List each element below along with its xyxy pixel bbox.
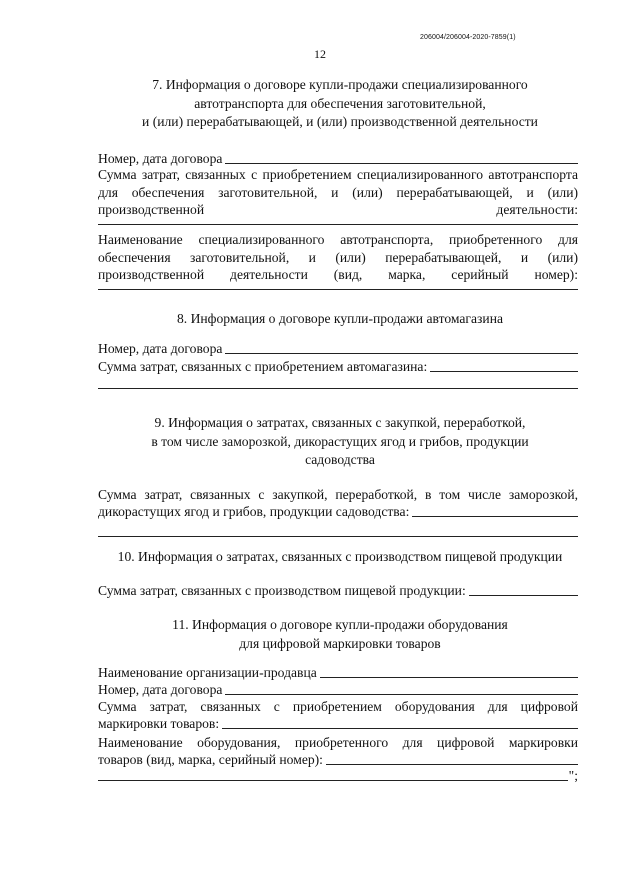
section9-cost-field[interactable] (412, 516, 578, 517)
section11-end-mark: "; (568, 768, 578, 783)
section11-name-continuation-row (98, 767, 578, 784)
section11-cost-row (98, 715, 578, 732)
section8-contract-field[interactable] (225, 353, 578, 354)
section11-title-line: 11. Информация о договоре купли-продажи оборудования (172, 617, 508, 632)
section8-cost-continuation[interactable] (98, 388, 578, 389)
section9-title-line: 9. Информация о затратах, связанных с закупкой, переработкой, (154, 415, 526, 430)
section9-cost-line1: Сумма затрат, связанных с закупкой, переработкой, в том числе заморозкой, (98, 487, 578, 502)
section7-contract-row (98, 150, 578, 167)
section7-name-text: Наименование специализированного автотранспорта, приобретенного для обеспечения заготовительной, и (или) перерабатывающей, и (или) производственной деятельности (вид, марка, серийный номер): (98, 232, 578, 282)
section7-contract-field[interactable] (225, 163, 578, 164)
section9-title (96, 414, 584, 470)
section11-seller-field[interactable] (320, 677, 578, 678)
page-number: 12 (314, 47, 326, 61)
section8-contract-row (98, 340, 578, 357)
section7-contract-label: Номер, дата договора (98, 151, 223, 166)
section11-title (96, 616, 584, 653)
section10-cost-row (98, 582, 578, 599)
section7-title-line: автотранспорта для обеспечения заготовительной, (194, 95, 486, 111)
section9-title-line: садоводства (305, 452, 375, 467)
section8-cost-row (98, 358, 578, 375)
section11-seller-row (98, 664, 578, 681)
section8-cost-field[interactable] (430, 371, 578, 372)
section8-title: 8. Информация о договоре купли-продажи автомагазина (177, 311, 503, 326)
section11-name-continuation-field[interactable] (98, 780, 568, 781)
section10-title: 10. Информация о затратах, связанных с производством пищевой продукции (117, 549, 563, 564)
section11-contract-field[interactable] (225, 694, 578, 695)
section9-title-line: в том числе заморозкой, дикорастущих ягод и грибов, продукции (151, 433, 529, 449)
section11-seller-label: Наименование организации-продавца (98, 665, 317, 680)
section11-name-line1: Наименование оборудования, приобретенного для цифровой маркировки (98, 735, 578, 750)
section8-cost-label: Сумма затрат, связанных с приобретением автомагазина: (98, 359, 428, 374)
section11-cost-field[interactable] (222, 728, 578, 729)
section7-title-line: 7. Информация о договоре купли-продажи специализированного (152, 77, 528, 92)
section7-title-line: и (или) перерабатывающей, и (или) производственной деятельности (142, 114, 538, 129)
section11-cost-line1: Сумма затрат, связанных с приобретением оборудования для цифровой (98, 699, 578, 714)
section9-cost-row (98, 503, 578, 520)
section10-cost-label: Сумма затрат, связанных с производством пищевой продукции: (98, 583, 466, 598)
section7-cost-text: Сумма затрат, связанных с приобретением специализированного автотранспорта для обеспечения заготовительной, и (или) перерабатывающей, и (или) производственной деятельности: (98, 167, 578, 217)
section8-contract-label: Номер, дата договора (98, 341, 223, 356)
section7-cost-field[interactable] (98, 224, 578, 225)
section7-title (96, 76, 584, 132)
section11-contract-label: Номер, дата договора (98, 682, 223, 697)
section11-contract-row (98, 681, 578, 698)
section7-name-field[interactable] (98, 289, 578, 290)
section11-cost-label: маркировки товаров: (98, 716, 220, 731)
section9-cost-label: дикорастущих ягод и грибов, продукции садоводства: (98, 504, 410, 519)
section11-name-row (98, 751, 578, 768)
section11-name-label: товаров (вид, марка, серийный номер): (98, 752, 323, 767)
section9-cost-continuation[interactable] (98, 536, 578, 537)
section10-cost-field[interactable] (469, 595, 578, 596)
section11-title-line: для цифровой маркировки товаров (239, 635, 441, 651)
document-id: 206004/206004-2020-7859(1) (420, 34, 516, 41)
section11-name-field[interactable] (326, 764, 578, 765)
